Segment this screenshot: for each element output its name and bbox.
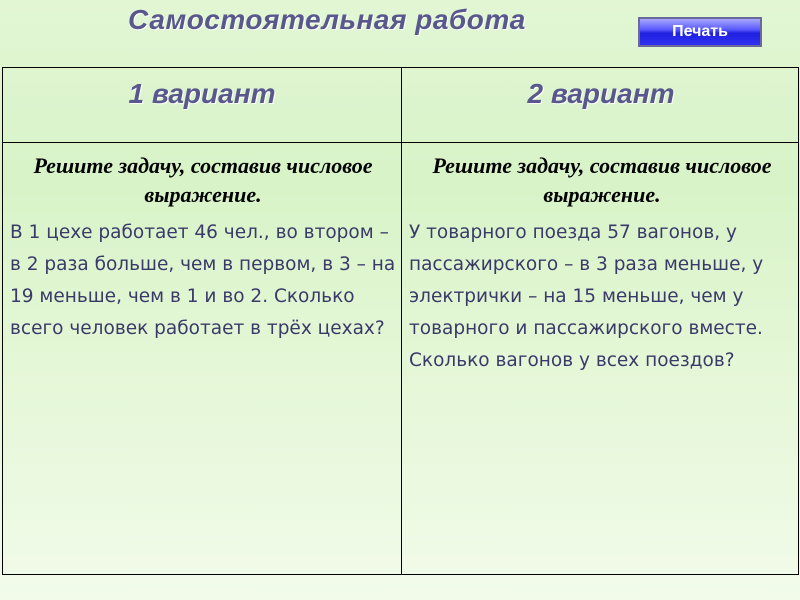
variant-2-cell [407, 143, 797, 377]
variant-1-problem: В 1 цехе работает 46 чел., во втором – в 2 раза больше, чем в первом, в 3 – на 19 меньше, чем в 1 и во 2. Сколько всего человек работает в трёх цехах? [10, 222, 396, 339]
variant-2-problem: У товарного поезда 57 вагонов, у пассажирского – в 3 раза меньше, у электрички – на 15 меньше, чем у товарного и пассажирского вместе. Сколько вагонов у всех поездов? [409, 222, 764, 371]
column-divider [401, 68, 402, 574]
variant-1-header: 1 вариант [128, 78, 276, 109]
variant-1-cell [8, 143, 398, 345]
page-title: Самостоятельная работа [128, 4, 526, 35]
variant-2-header: 2 вариант [527, 78, 675, 109]
print-button[interactable]: Печать [638, 17, 762, 47]
variant-2-instruction: Решите задачу, составив числовое выражение. [432, 153, 772, 207]
variant-1-instruction: Решите задачу, составив числовое выражение. [33, 153, 373, 207]
variants-table [2, 67, 799, 575]
